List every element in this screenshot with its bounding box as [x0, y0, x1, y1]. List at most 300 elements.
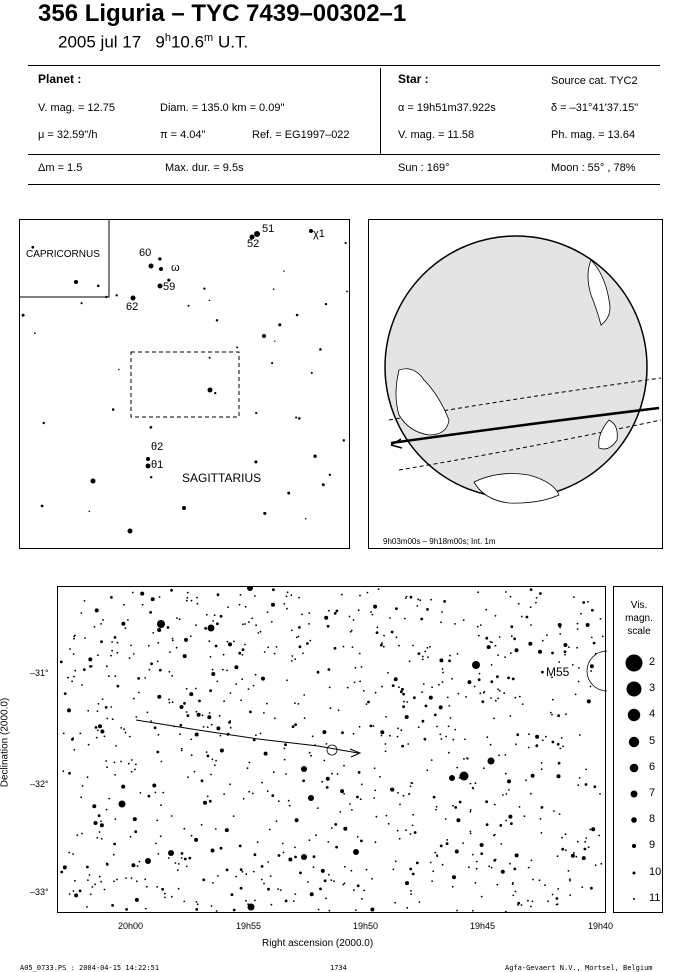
chart-star: [261, 782, 263, 784]
chart-star: [565, 833, 567, 835]
chart-star: [89, 874, 91, 876]
chart-star: [515, 648, 519, 652]
chart-star: [100, 730, 104, 734]
chart-star: [130, 836, 132, 838]
chart-star: [149, 669, 151, 671]
chart-star: [168, 850, 174, 856]
chart-star: [371, 878, 373, 880]
chart-star: [328, 668, 331, 671]
star-label-62: 62: [126, 301, 139, 313]
chart-star: [248, 791, 250, 793]
event-time-hours: 9: [155, 32, 165, 52]
chart-star: [446, 842, 449, 845]
chart-star: [486, 736, 488, 738]
chart-star: [169, 702, 171, 704]
chart-star: [418, 652, 421, 655]
chart-star: [400, 729, 402, 731]
chart-star: [546, 634, 548, 636]
chart-star: [361, 666, 363, 668]
star-declination: δ = –31°41'37.15": [551, 102, 639, 114]
chart-star: [110, 655, 112, 657]
chart-star: [223, 654, 225, 656]
chart-star: [159, 669, 162, 672]
chart-star: [67, 677, 69, 679]
chart-star: [217, 875, 219, 877]
chart-star: [577, 623, 579, 625]
chart-star: [576, 856, 578, 858]
chart-star: [257, 841, 259, 843]
chart-star: [195, 624, 197, 626]
chart-star: [183, 901, 185, 903]
chart-star: [472, 661, 480, 669]
chart-star: [105, 706, 108, 709]
x-tick-19h45: 19h45: [470, 921, 496, 931]
chart-star: [430, 599, 432, 601]
finder-chart-svg: [20, 220, 351, 550]
chart-star: [470, 811, 472, 813]
chart-star: [71, 680, 73, 682]
chart-star: [98, 724, 102, 728]
chart-star: [321, 869, 325, 873]
chart-star: [398, 686, 400, 688]
chart-star: [580, 613, 582, 615]
chart-star: [507, 779, 511, 783]
chart-star: [157, 620, 165, 628]
chart-star: [299, 645, 302, 648]
event-datetime: [58, 32, 248, 53]
chart-star: [63, 865, 67, 869]
chart-star: [417, 599, 419, 601]
scale-dot-mag-4: [622, 704, 646, 726]
chart-star: [442, 668, 444, 670]
chart-star: [351, 870, 353, 872]
chart-star: [542, 640, 544, 642]
chart-star: [260, 631, 262, 633]
chart-star: [159, 596, 161, 598]
chart-star: [414, 831, 417, 834]
chart-star: [215, 645, 218, 648]
chart-star: [402, 705, 405, 708]
chart-star: [556, 897, 559, 900]
chart-star: [423, 683, 425, 685]
finder-star: [41, 505, 44, 508]
chart-star: [452, 875, 456, 879]
scale-dot-mag-6: [622, 757, 646, 779]
finder-star: [128, 529, 133, 534]
chart-star: [563, 643, 567, 647]
chart-star: [385, 743, 387, 745]
finder-star: [254, 231, 260, 237]
chart-star: [111, 650, 113, 652]
chart-star: [169, 651, 171, 653]
finder-star: [116, 294, 118, 296]
chart-star: [355, 667, 357, 669]
chart-star: [380, 644, 383, 647]
chart-star: [183, 702, 186, 705]
chart-star: [505, 820, 507, 822]
chart-star: [179, 733, 181, 735]
chart-star: [137, 865, 139, 867]
finder-star: [296, 314, 299, 317]
chart-star: [355, 909, 357, 911]
chart-star: [133, 653, 135, 655]
chart-star: [68, 852, 70, 854]
chart-star: [552, 741, 555, 744]
chart-star: [578, 681, 580, 683]
chart-star: [410, 596, 413, 599]
chart-star: [216, 622, 219, 625]
chart-star: [541, 671, 544, 674]
chart-star: [353, 889, 355, 891]
chart-star: [114, 774, 116, 776]
chart-star: [271, 621, 273, 623]
finder-star: [216, 319, 218, 321]
chart-star: [341, 594, 343, 596]
event-date: 2005 jul 17: [58, 32, 142, 52]
chart-star: [551, 714, 553, 716]
chart-star: [503, 692, 505, 694]
chart-star: [373, 797, 375, 799]
chart-star: [323, 760, 325, 762]
chart-star: [161, 888, 164, 891]
chart-star: [155, 843, 157, 845]
chart-star: [287, 591, 289, 593]
chart-stars: [60, 587, 604, 913]
chart-star: [496, 675, 499, 678]
chart-star: [248, 762, 250, 764]
chart-star: [62, 770, 64, 772]
chart-star: [399, 804, 401, 806]
chart-star: [502, 794, 504, 796]
chart-star: [516, 733, 519, 736]
chart-star: [360, 840, 363, 843]
chart-star: [591, 637, 593, 639]
time-suffix: U.T.: [213, 32, 249, 52]
chart-star: [140, 592, 144, 596]
x-tick-19h40: 19h40: [588, 921, 614, 931]
chart-star: [187, 592, 189, 594]
chart-star: [456, 767, 458, 769]
chart-star: [412, 873, 415, 876]
constellation-label-sagittarius: SAGITTARIUS: [182, 471, 262, 485]
scale-title-line-1: Vis.: [630, 600, 648, 611]
chart-star: [412, 814, 414, 816]
chart-star: [541, 768, 543, 770]
chart-star: [600, 863, 602, 865]
finder-star: [208, 388, 213, 393]
asteroid-path: [136, 720, 358, 753]
chart-star: [458, 693, 460, 695]
chart-star: [108, 798, 110, 800]
chart-star: [115, 818, 117, 820]
scale-label-mag-11: 11: [649, 891, 661, 904]
chart-star: [472, 787, 474, 789]
chart-star: [234, 665, 238, 669]
chart-star: [296, 637, 298, 639]
chart-star: [510, 822, 513, 825]
chart-star: [353, 733, 355, 735]
chart-star: [392, 684, 395, 687]
chart-star: [343, 793, 345, 795]
chart-star: [366, 703, 368, 705]
chart-star: [459, 777, 461, 779]
chart-star: [479, 673, 481, 675]
chart-star: [294, 893, 296, 895]
chart-star: [530, 588, 533, 591]
chart-star: [440, 845, 443, 848]
chart-star: [562, 745, 564, 747]
chart-star: [359, 653, 361, 655]
chart-star: [545, 736, 547, 738]
chart-star: [410, 890, 412, 892]
chart-star: [208, 640, 210, 642]
chart-star: [331, 773, 333, 775]
x-tick-19h55: 19h55: [236, 921, 262, 931]
chart-star: [454, 623, 456, 625]
chart-star: [445, 736, 447, 738]
chart-star: [228, 721, 231, 724]
chart-star: [328, 874, 330, 876]
chart-star: [376, 816, 378, 818]
chart-star: [73, 638, 75, 640]
finder-star: [34, 332, 36, 334]
finder-star: [311, 372, 313, 374]
chart-star: [526, 616, 529, 619]
finder-star: [283, 270, 284, 271]
chart-star: [487, 645, 491, 649]
chart-star: [302, 779, 305, 782]
chart-star: [508, 815, 512, 819]
chart-star: [576, 647, 578, 649]
chart-star: [243, 798, 245, 800]
chart-star: [181, 857, 183, 859]
chart-star: [569, 894, 571, 896]
finder-star: [273, 288, 275, 290]
chart-star: [515, 743, 517, 745]
chart-star: [100, 640, 103, 643]
star-label-chi1: χ1: [313, 228, 325, 240]
chart-star: [148, 645, 150, 647]
chart-star: [561, 837, 563, 839]
chart-star: [283, 603, 285, 605]
scale-dot-mag-3: [622, 678, 646, 700]
chart-star: [317, 807, 319, 809]
chart-star: [148, 795, 151, 798]
globe-caption: 9h03m00s – 9h18m00s; Int. 1m: [383, 537, 496, 546]
chart-star: [274, 653, 276, 655]
chart-star: [550, 712, 552, 714]
chart-star: [212, 882, 214, 884]
chart-field-rectangle: [131, 352, 239, 417]
chart-star: [111, 904, 114, 907]
chart-star: [72, 853, 74, 855]
chart-star: [121, 785, 125, 789]
chart-star: [247, 587, 253, 591]
chart-star: [467, 758, 469, 760]
chart-star: [150, 662, 153, 665]
chart-star: [303, 694, 305, 696]
chart-star: [536, 597, 538, 599]
chart-star: [440, 621, 442, 623]
chart-star: [455, 850, 459, 854]
chart-star: [359, 726, 361, 728]
chart-star: [210, 656, 212, 658]
chart-star: [409, 868, 412, 871]
chart-star: [530, 906, 532, 908]
star-chart-svg: [58, 587, 607, 914]
chart-star: [349, 803, 351, 805]
chart-star: [115, 745, 117, 747]
chart-star: [394, 677, 398, 681]
chart-star: [479, 692, 481, 694]
chart-star: [359, 595, 361, 597]
chart-star: [73, 890, 75, 892]
chart-star: [171, 815, 173, 817]
chart-star: [267, 647, 269, 649]
chart-star: [438, 684, 440, 686]
chart-star: [128, 763, 130, 765]
finder-star: [346, 291, 348, 293]
chart-star: [433, 796, 436, 799]
chart-star: [327, 625, 330, 628]
star-label-theta2: θ2: [151, 441, 164, 453]
magnitude-scale: [613, 586, 663, 913]
y-tick-minus33: –33°: [30, 887, 49, 897]
finder-star: [236, 346, 238, 348]
chart-star: [151, 597, 155, 601]
chart-star: [434, 714, 437, 717]
chart-star: [558, 623, 562, 627]
star-phmag: Ph. mag. = 13.64: [551, 129, 636, 141]
chart-star: [397, 830, 399, 832]
chart-star: [512, 882, 514, 884]
chart-star: [272, 588, 275, 591]
chart-star: [207, 796, 209, 798]
chart-star: [271, 904, 273, 906]
x-axis-label: Right ascension (2000.0): [262, 938, 374, 949]
chart-star: [427, 647, 429, 649]
chart-star: [133, 698, 135, 700]
chart-star: [510, 715, 512, 717]
chart-star: [391, 631, 394, 634]
chart-star: [541, 806, 544, 809]
chart-star: [131, 863, 135, 867]
chart-star: [589, 829, 591, 831]
chart-star: [447, 697, 449, 699]
chart-star: [240, 594, 242, 596]
footer-page-number: 1734: [330, 964, 347, 972]
chart-star: [68, 772, 71, 775]
chart-star: [412, 825, 414, 827]
chart-star: [95, 726, 98, 729]
star-label-60: 60: [139, 247, 152, 259]
chart-star: [430, 862, 432, 864]
finder-star: [214, 392, 216, 394]
chart-star: [504, 656, 506, 658]
globe-disc: [385, 236, 647, 498]
chart-star: [203, 801, 207, 805]
chart-star: [79, 733, 81, 735]
chart-star: [561, 737, 563, 739]
chart-star: [532, 901, 534, 903]
chart-star: [405, 829, 407, 831]
chart-star: [326, 743, 328, 745]
star-right-ascension: α = 19h51m37.922s: [398, 102, 496, 114]
chart-star: [421, 691, 423, 693]
chart-star: [178, 888, 180, 890]
chart-star: [513, 868, 516, 871]
chart-star: [541, 832, 543, 834]
chart-star: [587, 601, 589, 603]
chart-star: [472, 854, 474, 856]
chart-star: [271, 603, 275, 607]
chart-star: [321, 781, 323, 783]
finder-star: [203, 287, 205, 289]
scale-label-mag-7: 7: [649, 787, 656, 799]
max-duration: Max. dur. = 9.5s: [165, 162, 244, 174]
moon-info: Moon : 55° , 78%: [551, 162, 636, 174]
chart-star: [518, 603, 520, 605]
chart-star: [267, 611, 269, 613]
chart-star: [499, 636, 501, 638]
chart-star: [74, 880, 76, 882]
chart-star: [504, 754, 506, 756]
chart-star: [334, 647, 337, 650]
chart-star: [512, 678, 515, 681]
chart-star: [413, 696, 416, 699]
finder-star: [263, 512, 266, 515]
chart-star: [495, 645, 497, 647]
chart-star: [176, 647, 178, 649]
chart-star: [334, 612, 337, 615]
chart-star: [310, 755, 312, 757]
chart-star: [60, 871, 63, 874]
chart-star: [152, 784, 156, 788]
chart-star: [410, 782, 412, 784]
finder-star: [278, 323, 281, 326]
chart-star: [397, 727, 399, 729]
chart-star: [418, 726, 420, 728]
scale-dot-mag-10: [622, 862, 646, 884]
chart-star: [142, 604, 144, 606]
chart-star: [416, 862, 419, 865]
chart-star: [197, 603, 199, 605]
finder-star: [345, 242, 347, 244]
chart-star: [106, 863, 109, 866]
chart-star: [263, 712, 265, 714]
chart-star: [341, 731, 344, 734]
chart-star: [189, 692, 193, 696]
chart-star: [217, 593, 220, 596]
sun-elongation: Sun : 169°: [398, 162, 450, 174]
chart-star: [483, 692, 485, 694]
chart-star: [209, 712, 211, 714]
chart-star: [242, 648, 245, 651]
chart-star: [440, 738, 442, 740]
finder-star: [209, 300, 211, 302]
chart-star: [127, 619, 129, 621]
chart-star: [94, 626, 96, 628]
chart-star: [260, 733, 262, 735]
chart-star: [274, 717, 276, 719]
chart-star: [449, 775, 455, 781]
chart-star: [521, 904, 523, 906]
chart-star: [207, 755, 210, 758]
chart-star: [318, 909, 320, 911]
chart-star: [87, 776, 89, 778]
chart-star: [376, 626, 378, 628]
finder-star: [254, 460, 257, 463]
